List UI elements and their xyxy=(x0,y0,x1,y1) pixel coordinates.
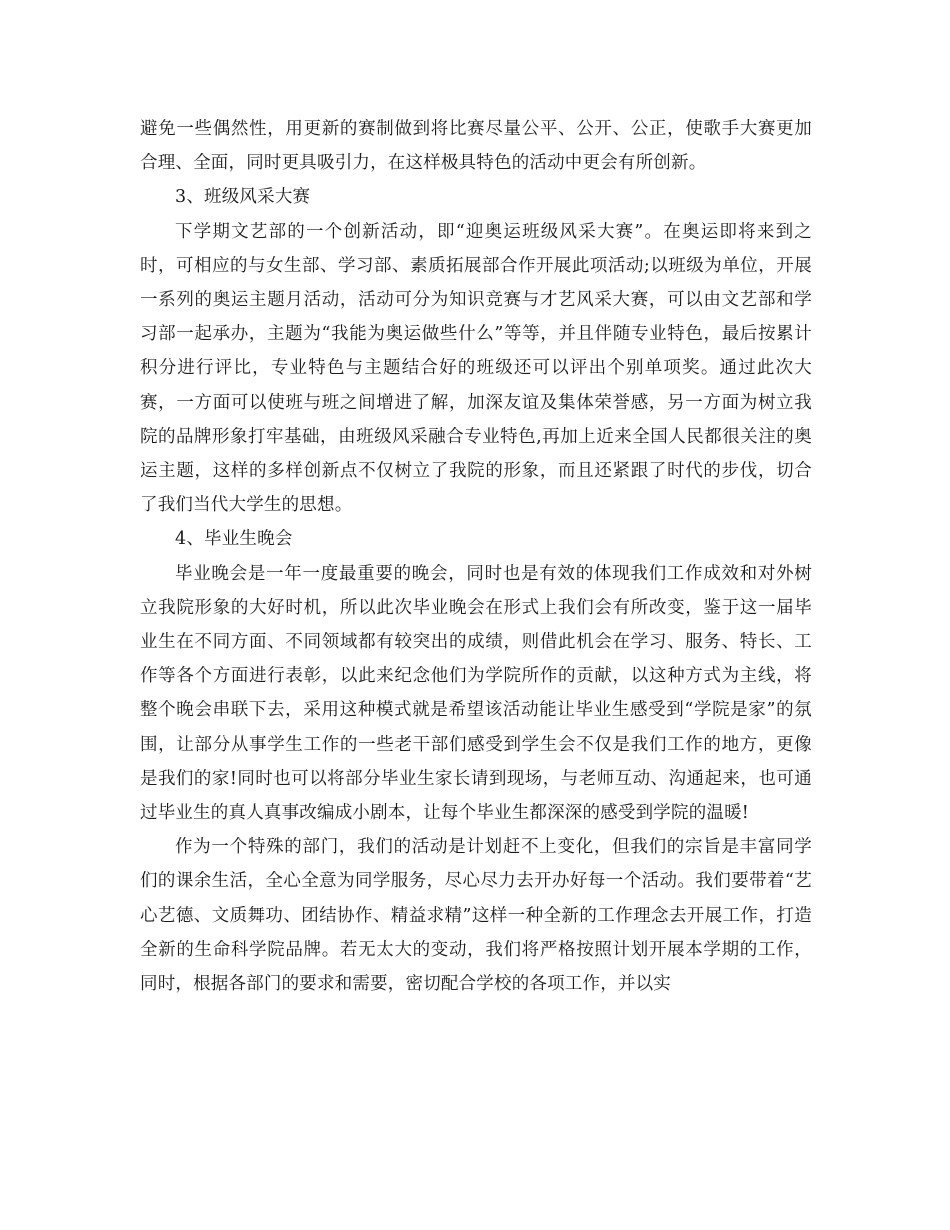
section-heading-class-style-contest: 3、班级风采大赛 xyxy=(175,187,311,208)
document-body xyxy=(140,112,812,1001)
paragraph-class-style-contest: 下学期文艺部的一个创新活动，即“迎奥运班级风采大赛”。在奥运即将来到之时，可相应的与女生部、学习部、素质拓展部合作开展此项活动;以班级为单位，开展一系列的奥运主题月活动，活动可分为知识竞赛与才艺风采大赛，可以由文艺部和学习部一起承办，主题为“我能为奥运做些什么”等等，并且伴随专业特色，最后按累计积分进行评比，专业特色与主题结合好的班级还可以评出个别单项奖。通过此次大赛，一方面可以使班与班之间增进了解，加深友谊及集体荣誉感，另一方面为树立我院的品牌形象打牢基础，由班级风采融合专业特色,再加上近来全国人民都很关注的奥运主题，这样的多样创新点不仅树立了我院的形象，而且还紧跟了时代的步伐，切合了我们当代大学生的思想。 xyxy=(140,221,812,516)
section-heading-graduation-gala: 4、毕业生晚会 xyxy=(175,529,293,550)
paragraph-graduation-gala: 毕业晚会是一年一度最重要的晚会，同时也是有效的体现我们工作成效和对外树立我院形象的大好时机，所以此次毕业晚会在形式上我们会有所改变，鉴于这一届毕业生在不同方面、不同领域都有较突出的成绩，则借此机会在学习、服务、特长、工作等各个方面进行表彰，以此来纪念他们为学院所作的贡献，以这种方式为主线，将整个晚会串联下去，采用这种模式就是希望该活动能让毕业生感受到“学院是家”的氛围，让部分从事学生工作的一些老干部们感受到学生会不仅是我们工作的地方，更像是我们的家!同时也可以将部分毕业生家长请到现场，与老师互动、沟通起来，也可通过毕业生的真人真事改编成小剧本，让每个毕业生都深深的感受到学院的温暖! xyxy=(140,563,812,824)
paragraph-continuation: 避免一些偶然性，用更新的赛制做到将比赛尽量公平、公开、公正，使歌手大赛更加合理、全面，同时更具吸引力，在这样极具特色的活动中更会有所创新。 xyxy=(140,119,812,174)
paragraph-department-summary: 作为一个特殊的部门，我们的活动是计划赶不上变化，但我们的宗旨是丰富同学们的课余生活，全心全意为同学服务，尽心尽力去开办好每一个活动。我们要带着“艺心艺德、文质舞功、团结协作、精益求精”这样一种全新的工作理念去开展工作，打造全新的生命科学院品牌。若无太大的变动，我们将严格按照计划开展本学期的工作，同时，根据各部门的要求和需要，密切配合学校的各项工作，并以实 xyxy=(140,837,812,995)
